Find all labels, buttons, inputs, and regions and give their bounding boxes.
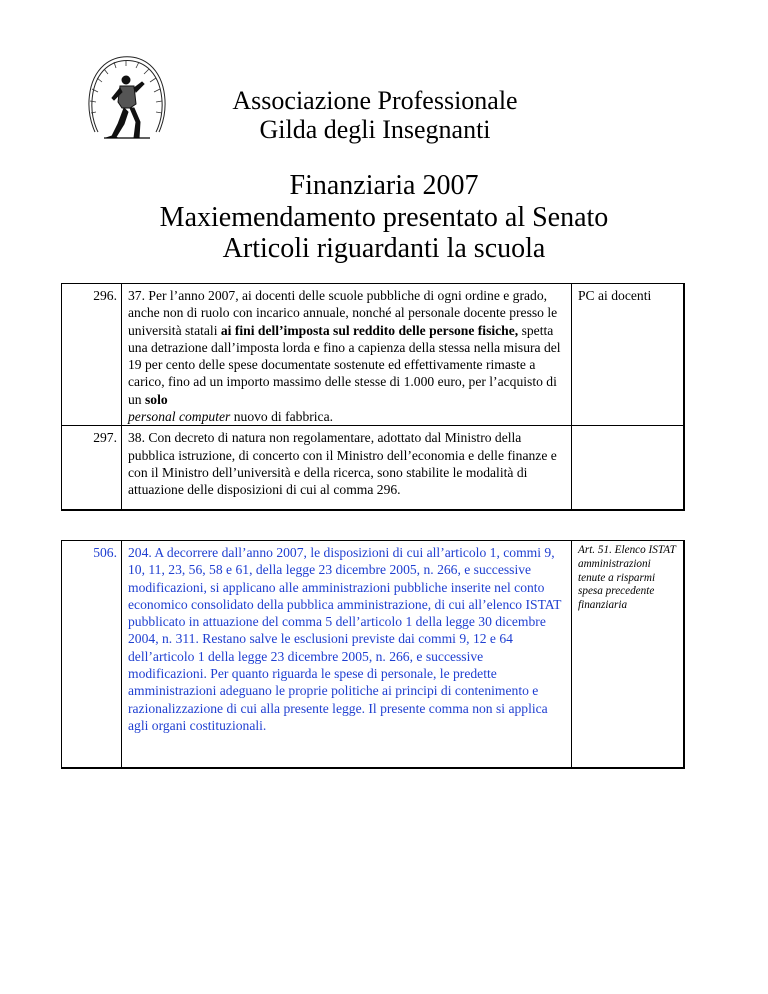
organization-name — [140, 86, 610, 144]
articles-table-2 — [61, 540, 685, 769]
comma-number: 297. — [62, 426, 122, 510]
side-note: Art. 51. Elenco ISTAT amministrazioni tenute a risparmi spesa precedente finanziaria — [572, 541, 685, 768]
comma-text: 38. Con decreto di natura non regolamentare, adottato dal Ministro della pubblica istruzione, di concerto con il Ministro dell’economia e delle finanze e con il Ministro dell’università e della ricerca, sono stabilite le modalità di attuazione delle disposizioni di cui al comma 296. — [122, 426, 572, 510]
text-segment: 37. Per l’anno 2007, ai docenti delle scuole pubbliche di ogni ordine e grado, anche non di ruolo con incarico annuale, nonché al personale docente presso le università statali — [128, 288, 558, 338]
text-segment: spetta una detrazione dall’imposta lorda e fino a capienza della stessa nella misura del 19 per cento delle spese documentate sostenute ed effettivamente rimaste a carico, fino ad un importo massimo delle stesse di 1.000 euro, per l’acquisto di un — [128, 322, 561, 407]
document-title — [60, 170, 708, 265]
bold-text-segment: ai fini dell’imposta sul reddito delle persone fisiche, — [220, 322, 519, 338]
articles-table-1 — [61, 283, 685, 511]
comma-number: 506. — [62, 541, 122, 768]
italic-text-segment: personal computer — [128, 409, 231, 425]
organization-line-2: Gilda degli Insegnanti — [259, 115, 491, 144]
title-line-1: Finanziaria 2007 — [289, 170, 479, 201]
side-note: PC ai docenti — [572, 284, 685, 426]
text-segment: nuovo di fabbrica. — [230, 409, 334, 425]
comma-text: 204. A decorrere dall’anno 2007, le disposizioni di cui all’articolo 1, commi 9, 10, 11, 23, 56, 58 e 61, della legge 23 dicembre 2005, n. 266, e successive modificazioni, si applicano alle amministrazioni pubbliche inserite nel conto economico consolidato della pubblica amministrazione, di cui all’elenco ISTAT pubblicato in attuazione del comma 5 dell’articolo 1 della legge 30 dicembre 2004, n. 311. Restano salve le esclusioni previste dai commi 9, 12 e 64 dell’articolo 1 della legge 23 dicembre 2005, n. 266, e successive modificazioni. Per quanto riguarda le spese di personale, le predette amministrazioni adeguano le proprie politiche ai principi di contenimento e razionalizzazione di cui alla presente legge. Il presente comma non si applica agli organi costituzionali. — [122, 541, 572, 768]
table-row — [62, 426, 685, 510]
organization-line-1: Associazione Professionale — [232, 86, 518, 115]
table-row — [62, 284, 685, 426]
bold-text-segment: solo — [145, 391, 168, 407]
title-line-3: Articoli riguardanti la scuola — [222, 233, 546, 264]
table-row — [62, 541, 685, 768]
title-line-2: Maxiemendamento presentato al Senato — [159, 201, 609, 233]
side-note — [572, 426, 685, 510]
comma-text — [122, 284, 572, 426]
comma-number: 296. — [62, 284, 122, 426]
